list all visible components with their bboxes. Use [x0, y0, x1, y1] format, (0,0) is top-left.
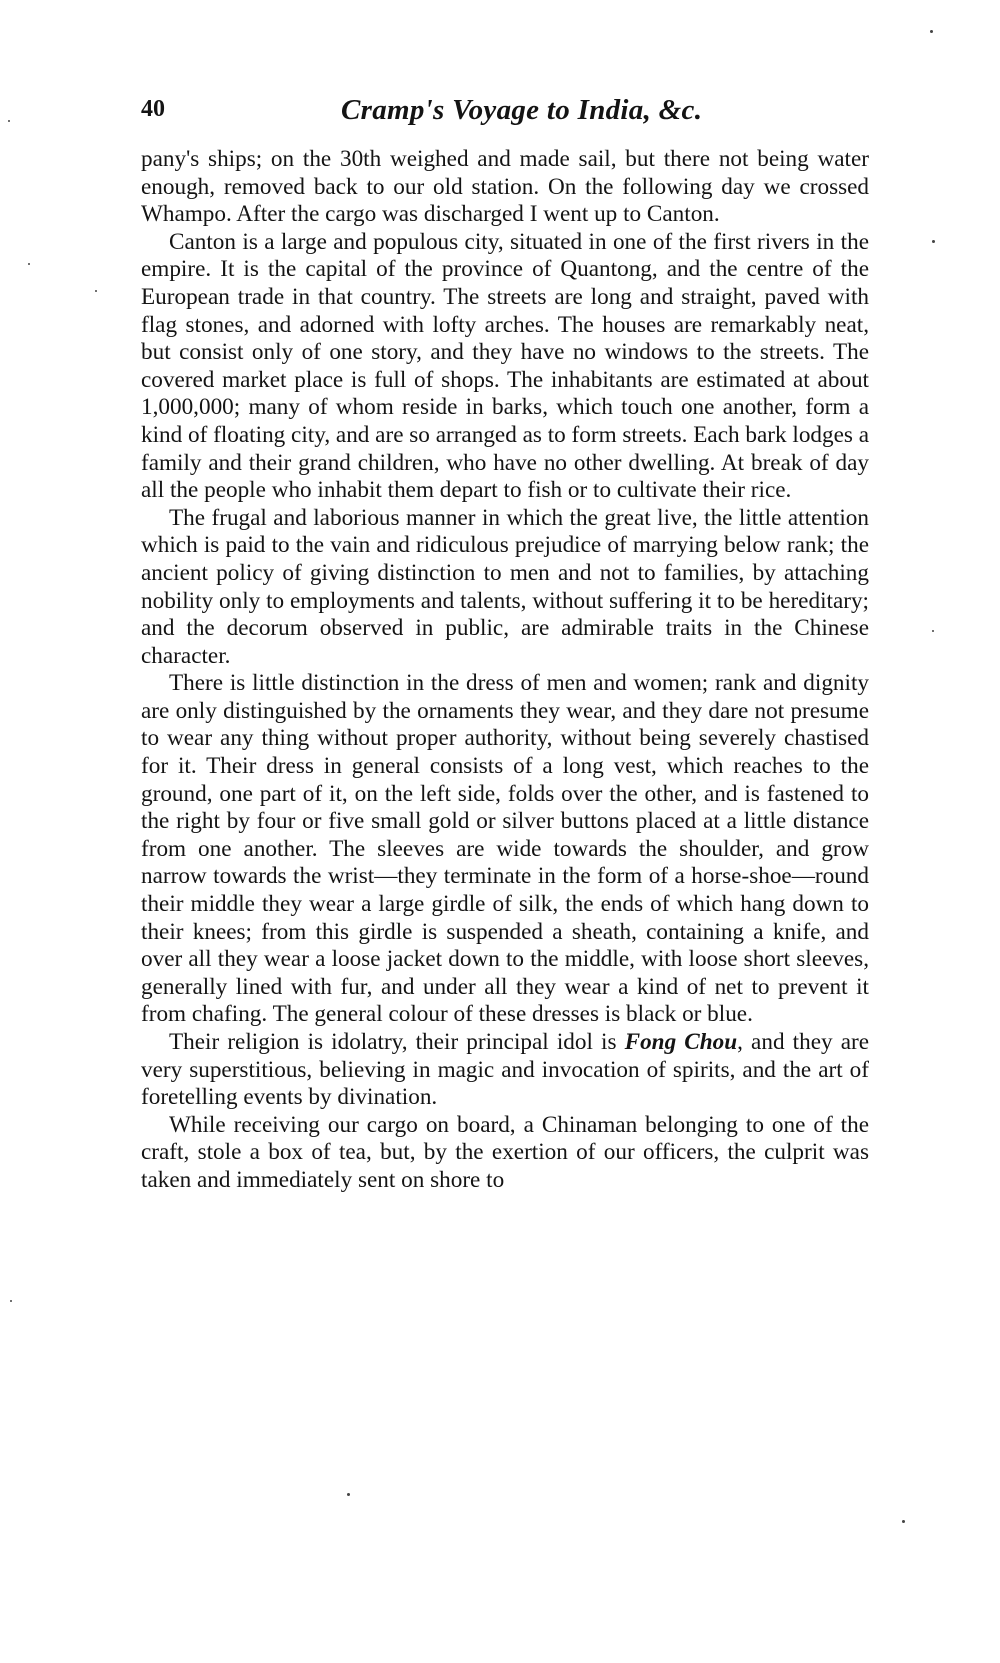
- paragraph-frugal-manner: The frugal and laborious manner in which the great live, the little attention which is paid to the vain and ridiculous prejudice of marrying below rank; the ancient policy of giving distinction to men and not to families, by attaching nobility only to employments and talents, without suffering it to be hereditary; and the decorum observed in public, are admirable traits in the Chinese character.: [141, 504, 869, 669]
- scan-speck: [930, 30, 933, 33]
- running-title: Cramp's Voyage to India, &c.: [341, 94, 703, 126]
- paragraph-dress: There is little distinction in the dress of men and women; rank and dignity are only distinguished by the ornaments they wear, and they dare not presume to wear any thing without proper authority, without being severely chastised for it. Their dress in general consists of a long vest, which reaches to the ground, one part of it, on the left side, folds over the other, and is fastened to the right by four or five small gold or silver buttons placed at a little distance from one another. The sleeves are wide towards the shoulder, and grow narrow towards the wrist—they terminate in the form of a horse-shoe—round their middle they wear a large girdle of silk, the ends of which hang down to their knees; from this girdle is suspended a sheath, containing a knife, and over all they wear a loose jacket down to the middle, with loose short sleeves, generally lined with fur, and under all they wear a kind of net to prevent it from chafing. The general colour of these dresses is black or blue.: [141, 670, 869, 1028]
- paragraph-cargo-theft: While receiving our cargo on board, a Chinaman belonging to one of the craft, stole a box of tea, but, by the exertion of our officers, the culprit was taken and immediately sent on shore to: [141, 1111, 869, 1193]
- paragraph-religion: [141, 1029, 869, 1112]
- body-text: [141, 146, 869, 1195]
- scan-speck: [95, 290, 97, 292]
- scan-speck: [932, 630, 934, 632]
- page-header: [141, 96, 921, 130]
- page-number: 40: [141, 96, 165, 122]
- religion-text-before: Their religion is idolatry, their principal idol is: [169, 1029, 625, 1055]
- idol-name: Fong Chou: [624, 1029, 738, 1055]
- scan-speck: [347, 1493, 350, 1496]
- religion-text-after: , and they are very superstitious, believing in magic and invocation of spirits, and the art of foretelling events by divination.: [141, 1029, 869, 1111]
- scan-speck: [28, 263, 30, 265]
- paragraph-canton: Canton is a large and populous city, situated in one of the first rivers in the empire. It is the capital of the province of Quantong, and the centre of the European trade in that country. The streets are long and straight, paved with flag stones, and adorned with lofty arches. The houses are remarkably neat, but consist only of one story, and they have no windows to the streets. The covered market place is full of shops. The inhabitants are estimated at about 1,000,000; many of whom reside in barks, which touch one another, form a kind of floating city, and are so arranged as to form streets. Each bark lodges a family and their grand children, who have no other dwelling. At break of day all the people who inhabit them depart to fish or to cultivate their rice.: [141, 228, 870, 504]
- scan-speck: [932, 240, 935, 243]
- scan-speck: [10, 1300, 12, 1302]
- scan-speck: [902, 1520, 905, 1523]
- scan-speck: [8, 120, 10, 122]
- paragraph-continuation: pany's ships; on the 30th weighed and made sail, but there not being water enough, removed back to our old station. On the following day we crossed Whampo. After the cargo was discharged I went up to Canton.: [141, 146, 869, 228]
